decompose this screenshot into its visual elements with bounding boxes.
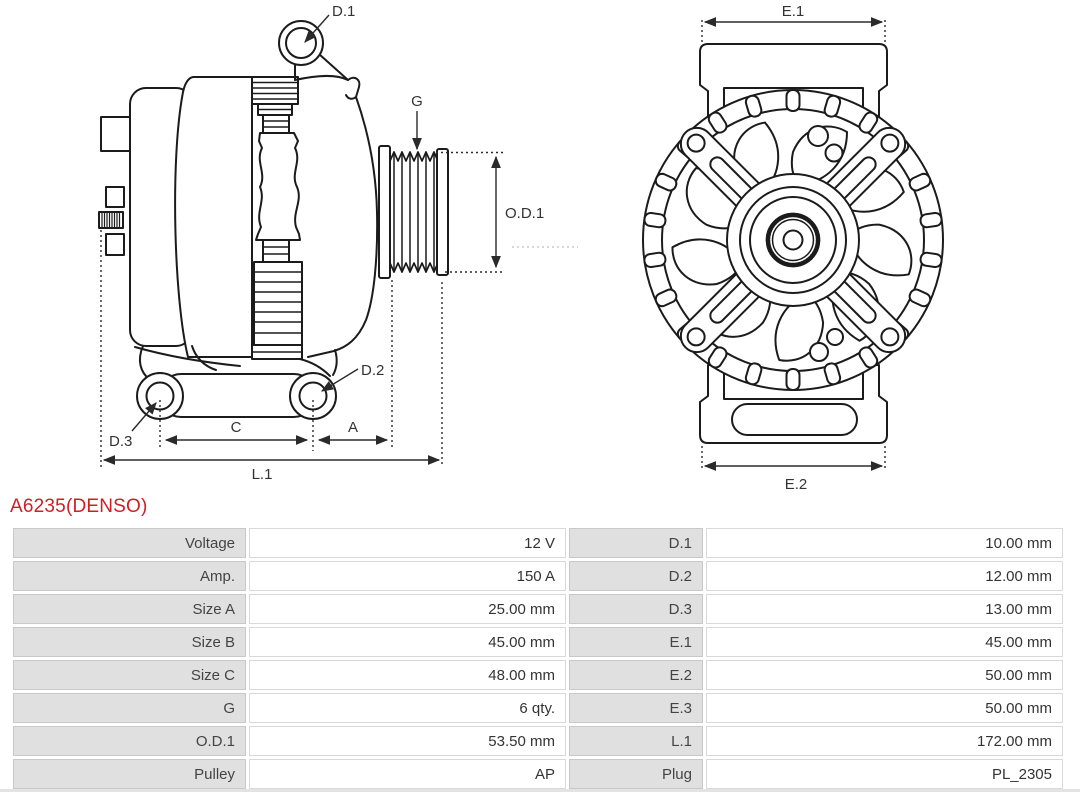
spec-value-cell: 25.00 mm [249,594,566,624]
spec-value-cell: 48.00 mm [249,660,566,690]
spec-value-cell: 50.00 mm [706,660,1063,690]
spec-label-cell: D.3 [569,594,703,624]
table-row [13,726,1063,756]
spec-label-cell: Pulley [13,759,246,789]
spec-label-cell: O.D.1 [13,726,246,756]
product-title: A6235(DENSO) [10,496,148,517]
spec-label-cell: Size B [13,627,246,657]
spec-value-cell: 150 A [249,561,566,591]
dim-label-d2: D.2 [361,362,385,379]
spec-label-cell: D.1 [569,528,703,558]
table-row [13,693,1063,723]
alternator-side-view-drawing [0,0,580,500]
spec-value-cell: 45.00 mm [249,627,566,657]
rear-terminals [99,117,132,255]
spec-value-cell: 10.00 mm [706,528,1063,558]
spec-value-cell: 13.00 mm [706,594,1063,624]
bottom-divider [0,789,1080,792]
dim-label-od1: O.D.1 [505,205,545,222]
spec-label-cell: Voltage [13,528,246,558]
spec-value-cell: 45.00 mm [706,627,1063,657]
top-mounting-ear [279,21,348,80]
spec-label-cell: Size A [13,594,246,624]
spec-table [10,525,1066,792]
spec-label-cell: Size C [13,660,246,690]
spec-value-cell: AP [249,759,566,789]
dim-label-d3: D.3 [109,433,133,450]
spec-label-cell: Amp. [13,561,246,591]
table-row [13,561,1063,591]
dim-label-e2: E.2 [784,476,808,493]
spec-value-cell: PL_2305 [706,759,1063,789]
table-row [13,660,1063,690]
dim-label-g: G [411,93,423,110]
table-row [13,759,1063,789]
dim-label-l1: L.1 [251,466,273,483]
dim-label-c: C [230,419,242,436]
stator-fins [252,77,302,359]
dim-label-a: A [347,419,359,436]
spec-label-cell: D.2 [569,561,703,591]
spec-value-cell: 12.00 mm [706,561,1063,591]
spec-value-cell: 172.00 mm [706,726,1063,756]
spec-label-cell: E.2 [569,660,703,690]
spec-value-cell: 53.50 mm [249,726,566,756]
dim-label-d1: D.1 [332,3,356,20]
spec-label-cell: L.1 [569,726,703,756]
front-bracket [308,78,377,357]
pulley [379,146,448,278]
spec-value-cell: 50.00 mm [706,693,1063,723]
spec-label-cell: E.3 [569,693,703,723]
table-row [13,627,1063,657]
spec-label-cell: Plug [569,759,703,789]
spec-label-cell: G [13,693,246,723]
spec-label-cell: E.1 [569,627,703,657]
table-row [13,528,1063,558]
spec-value-cell: 12 V [249,528,566,558]
shaft-hub [727,174,859,306]
table-row [13,594,1063,624]
dim-label-e1: E.1 [781,3,805,20]
spec-value-cell: 6 qty. [249,693,566,723]
alternator-front-view-drawing [620,0,1080,500]
mounting-lugs [137,373,336,419]
main-housing [175,77,252,357]
